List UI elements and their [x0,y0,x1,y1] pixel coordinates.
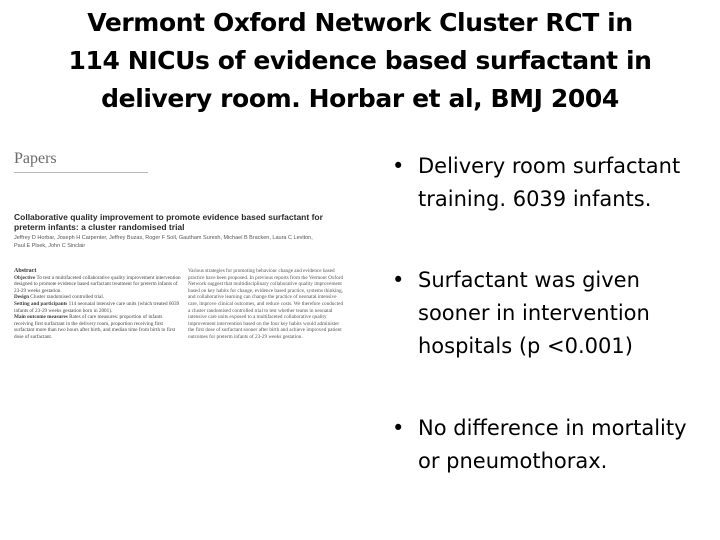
paper-abstract [14,268,182,340]
bullet-item-no-difference [392,412,712,478]
slide-title-line-1: Vermont Oxford Network Cluster RCT in [87,8,633,37]
paper-section-label: Papers [14,150,57,167]
paper-authors: Jeffrey D Horbar, Joseph H Carpenter, Jeffrey Buzas, Roger F Soll, Gautham Suresh, Michael B Bracken, Laura C Leviton, Paul E Plsek, John C Sinclair [14,235,313,249]
paper-abstract-objective [14,275,182,295]
paper-abstract-design-text: Cluster randomised controlled trial. [30,294,105,301]
paper-abstract-setting-text: 114 neonatal intensive care units (which treated 6039 infants of 23-29 weeks gestation born in 2001). [14,300,180,314]
slide-title [20,4,700,118]
bullet-item-training [392,150,712,216]
slide-title-line-2: 114 NICUs of evidence based surfactant in [68,46,652,75]
paper-abstract-design-label: Design [14,294,29,301]
paper-header-rule [14,172,148,173]
paper-article-title: Collaborative quality improvement to promote evidence based surfactant for preterm infants: a cluster randomised trial [14,212,323,232]
paper-abstract-design [14,294,182,301]
bullet-text: Delivery room surfactant training. 6039 infants. [418,154,681,211]
slide-title-line-3: delivery room. Horbar et al, BMJ 2004 [101,84,619,113]
bullet-text: Surfactant was given sooner in intervention hospitals (p <0.001) [418,268,650,358]
paper-abstract-heading: Abstract [14,268,37,274]
bullet-item-surfactant-sooner [392,264,712,363]
paper-abstract-objective-label: Objective [14,274,36,281]
bullet-marker: • [392,154,405,178]
paper-excerpt-image [12,148,352,340]
bullet-marker: • [392,268,405,292]
paper-abstract-outcome [14,314,182,340]
paper-abstract-outcome-label: Main outcome measures [14,314,68,321]
paper-abstract-setting [14,301,182,314]
bullet-marker: • [392,416,405,440]
bullet-text: No difference in mortality or pneumothorax. [418,416,687,473]
paper-abstract-outcome-text: Rates of care measures: proportion of infants receiving first surfactant in the delivery room, proportion receiving first surfactant more than two hours after birth, and median time from birth to first dose of surfactant. [14,314,176,340]
paper-abstract-setting-label: Setting and participants [14,300,68,307]
paper-abstract-objective-text: To test a multifaceted collaborative quality improvement intervention designed to promote evidence based surfactant treatment for preterm infants of 23-29 weeks gestation. [14,274,181,294]
paper-body-text: Various strategies for promoting behaviour change and evidence based practice have been proposed. In previous reports from the Vermont Oxford Network suggest that multidisciplinary collaborative quality improvement based on key habits for change, evidence based practice, systems thinking, and collaborative learning can change the practice of neonatal intensive care, improve clinical outcomes, and reduce costs. We therefore conducted a cluster randomised controlled trial to test whether teams in neonatal intensive care units exposed to a multifaceted collaborative quality improvement intervention based on the four key habits would administer the first dose of surfactant sooner after birth and achieve improved patient outcomes for preterm infants of 23-29 weeks gestation. [188,268,344,340]
